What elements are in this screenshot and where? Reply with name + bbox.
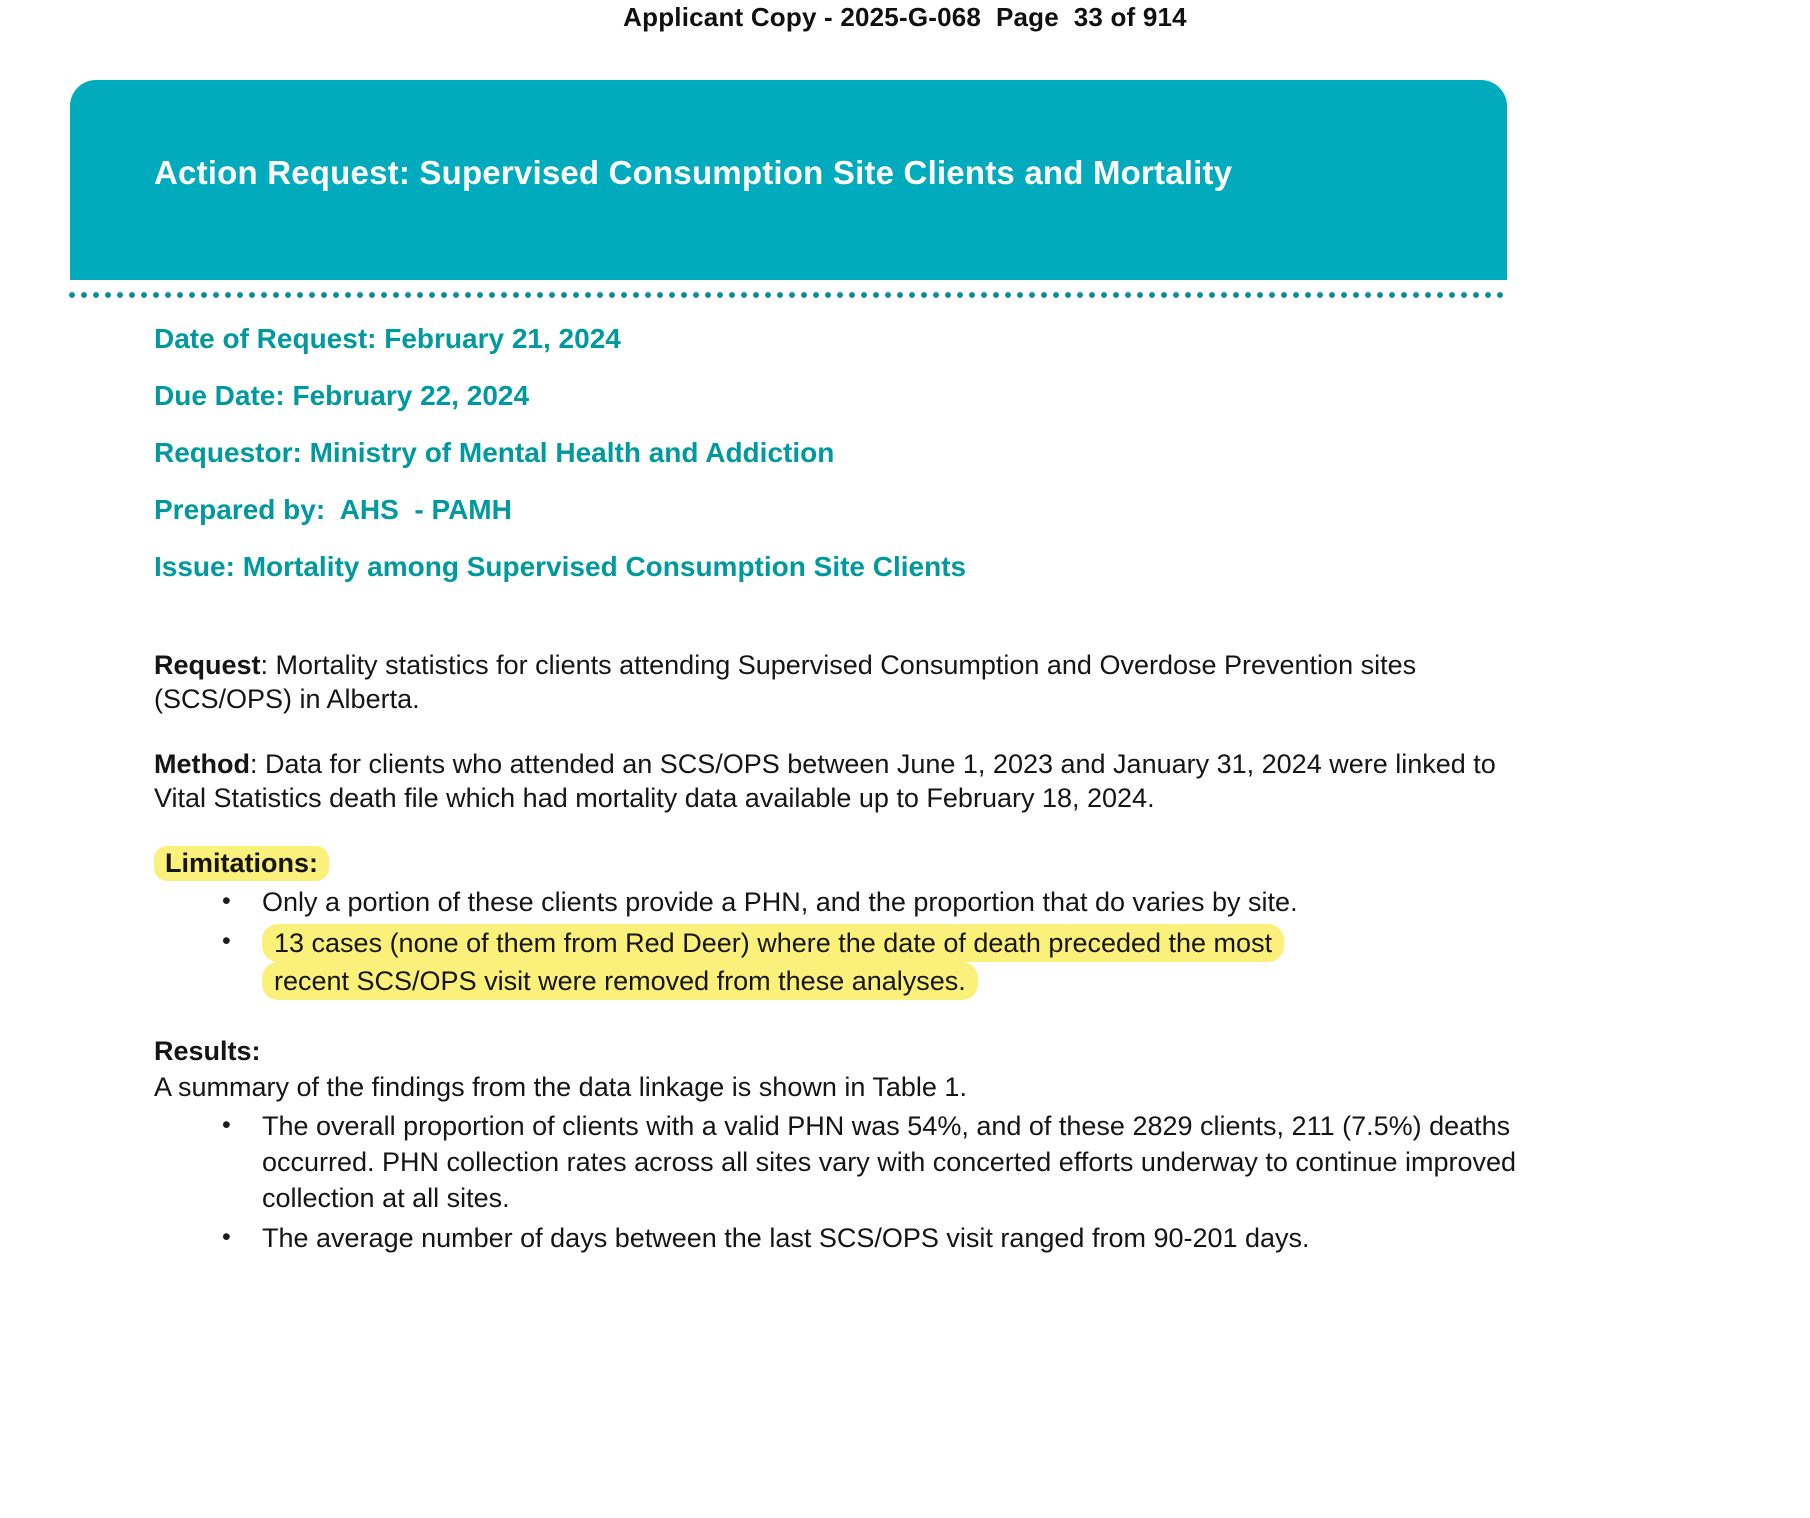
- method-paragraph: [154, 747, 1554, 815]
- limitations-section: [154, 846, 1554, 1000]
- meta-due-date: Due Date: February 22, 2024: [154, 380, 530, 411]
- list-item: [214, 1220, 1554, 1256]
- results-heading: Results:: [154, 1036, 261, 1066]
- document-banner: [70, 80, 1507, 280]
- request-paragraph: [154, 648, 1554, 716]
- results-section: [154, 1034, 1554, 1256]
- request-label: Request: [154, 650, 261, 680]
- result-bullet-2-text: The average number of days between the last SCS/OPS visit ranged from 90-201 days.: [262, 1223, 1310, 1253]
- limitations-heading: Limitations:: [154, 846, 329, 881]
- limitations-heading-wrapper: [154, 846, 1554, 880]
- limitations-bullet-list: [154, 884, 1554, 1000]
- meta-requestor: Requestor: Ministry of Mental Health and Addiction: [154, 437, 835, 468]
- method-label: Method: [154, 749, 250, 779]
- list-item: [214, 884, 1554, 920]
- limitation-bullet-2-line-1: 13 cases (none of them from Red Deer) where the date of death preceded the most: [262, 924, 1284, 962]
- list-item: [214, 1108, 1554, 1216]
- method-text: Data for clients who attended an SCS/OPS between June 1, 2023 and January 31, 2024 were linked to Vital Statistics death file which had mortality data available up to February 18, 2024.: [154, 749, 1496, 813]
- list-item: [214, 924, 1554, 1000]
- limitation-bullet-2-line-2: recent SCS/OPS visit were removed from these analyses.: [262, 962, 978, 1000]
- applicant-copy-stamp: Applicant Copy - 2025-G-068 Page 33 of 914: [623, 2, 1187, 32]
- request-text: Mortality statistics for clients attending Supervised Consumption and Overdose Prevention sites (SCS/OPS) in Alberta.: [154, 650, 1417, 714]
- meta-prepared-by: Prepared by: AHS - PAMH: [154, 494, 512, 525]
- page-title: Action Request: Supervised Consumption Site Clients and Mortality: [154, 154, 1233, 191]
- meta-date-of-request: Date of Request: February 21, 2024: [154, 323, 621, 354]
- request-separator: :: [260, 650, 276, 680]
- method-separator: :: [249, 749, 265, 779]
- limitation-bullet-1-text: Only a portion of these clients provide a PHN, and the proportion that do varies by site.: [262, 887, 1298, 917]
- document-body: [154, 648, 1554, 1260]
- result-bullet-1-text: The overall proportion of clients with a valid PHN was 54%, and of these 2829 clients, 211 (7.5%) deaths occurred. PHN collection rates across all sites vary with concerted efforts underway to continue improved collection at all sites.: [262, 1111, 1517, 1213]
- results-lead-text: A summary of the findings from the data linkage is shown in Table 1.: [154, 1072, 967, 1102]
- request-metadata: [154, 325, 1494, 610]
- results-bullet-list: [154, 1108, 1554, 1256]
- dotted-divider: [66, 290, 1506, 300]
- meta-issue: Issue: Mortality among Supervised Consumption Site Clients: [154, 551, 967, 582]
